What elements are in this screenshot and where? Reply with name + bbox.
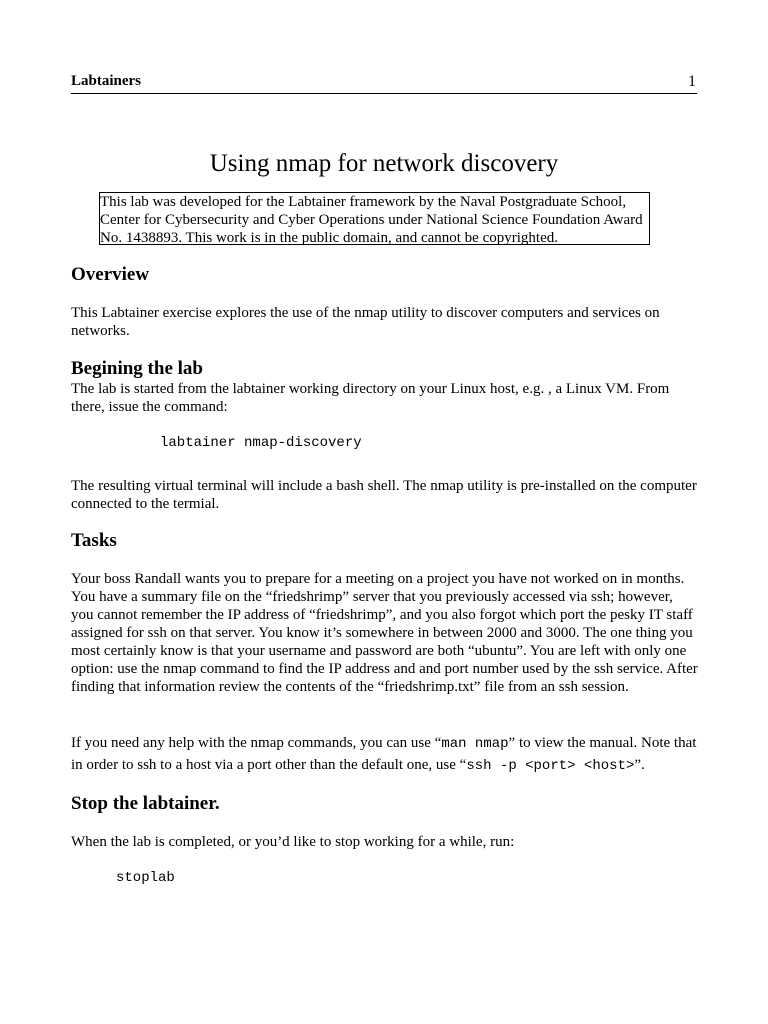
running-title: Labtainers — [71, 73, 142, 89]
stop-text: When the lab is completed, or you’d like to stop working for a while, run: — [71, 834, 515, 850]
overview-text: This Labtainer exercise explores the use of the nmap utility to discover computers and services on networks. — [71, 305, 660, 339]
page-number: 1 — [688, 73, 696, 90]
start-command: labtainer nmap-discovery — [160, 435, 362, 451]
overview-heading: Overview — [71, 264, 150, 285]
public-domain-notice: This lab was developed for the Labtainer framework by the Naval Postgraduate School, Center for Cybersecurity and Cyber Operations under National Science Foundation Award No. 1438893. This work is in the public domain, and cannot be copyrighted. — [99, 192, 650, 245]
begin-heading: Begining the lab — [71, 358, 203, 379]
begin-after-text: The resulting virtual terminal will include a bash shell. The nmap utility is pre-installed on the computer connected to the termial. — [71, 478, 697, 512]
stop-command: stoplab — [116, 870, 175, 886]
tasks-heading: Tasks — [71, 530, 117, 551]
begin-text: The lab is started from the labtainer working directory on your Linux host, e.g. , a Linux VM. From there, issue the command: — [71, 381, 670, 415]
stop-heading: Stop the labtainer. — [71, 793, 220, 814]
tasks-paragraph-1: Your boss Randall wants you to prepare for a meeting on a project you have not worked on in months. You have a summary file on the “friedshrimp” server that you previously accessed via ssh; however, you cannot remember the IP address of “friedshrimp”, and you also forgot which port the pesky IT staff assigned for ssh on that server. You know it’s somewhere in between 2000 and 3000. The one thing you most certainly know is that your username and password are both “ubuntu”. You are left with only one option: use the nmap command to find the IP address and and port number used by the ssh service. After finding that information review the contents of the “friedshrimp.txt” file from an ssh session. — [71, 571, 698, 695]
man-nmap-code: man nmap — [441, 736, 509, 752]
running-header — [71, 73, 697, 94]
ssh-port-code: ssh -p <port> <host> — [466, 758, 635, 774]
document-title: Using nmap for network discovery — [209, 150, 559, 177]
tasks-paragraph-2: If you need any help with the nmap commands, you can use “man nmap” to view the manual. Note that in order to ssh to a host via a port other than the default one, use “ssh -p <port> <host>”. — [71, 735, 697, 774]
